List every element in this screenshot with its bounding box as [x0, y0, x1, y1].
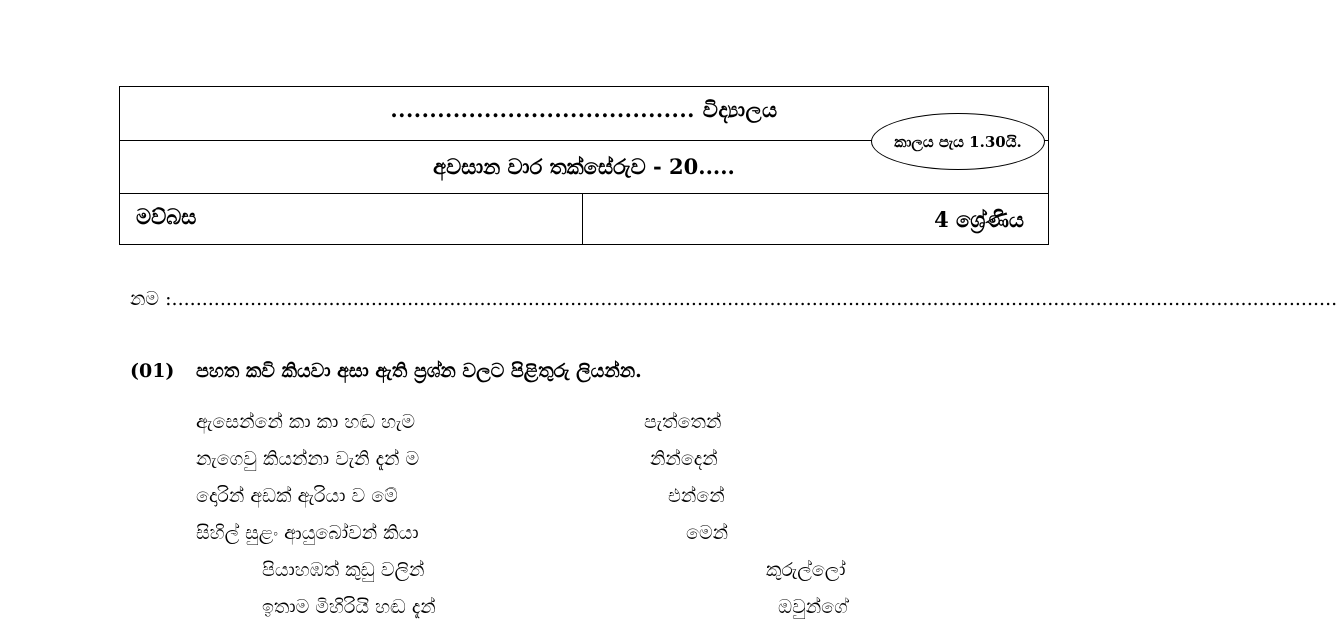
question-number: (01): [130, 360, 175, 382]
poem-line-right: එන්නේ: [668, 485, 725, 507]
header-table: [119, 86, 1049, 245]
poem-line-left: ඇසෙන්නේ කා කා හඬ හැම: [196, 411, 416, 433]
school-name: ....................................... විද්‍යාලය: [390, 97, 778, 122]
question-text: පහත කවි කියවා අසා ඇති ප්‍රශ්න වලට පිළිතුරු ලියන්න.: [196, 360, 642, 382]
poem-line-right: නින්දෙන්: [650, 448, 718, 470]
name-field: [130, 288, 1337, 310]
time-oval: [871, 113, 1045, 170]
name-label: නම :: [130, 288, 172, 310]
name-dots: .................................................................................................................................................................................................: [171, 288, 1337, 310]
subject-label: මව්බස: [136, 204, 197, 229]
grade-label: 4 ශ්‍රේණිය: [934, 207, 1024, 232]
subject-grade-row: [120, 194, 1048, 244]
poem-line-left: නැගෙවු කියන්නා වැනි දැන් ම: [196, 448, 420, 470]
poem-line-right: මෙන්: [686, 522, 729, 544]
poem-line-right: කුරුල්ලෝ: [766, 559, 846, 581]
poem-line-left: සිහිල් සුළං ආයුබෝවන් කියා: [196, 522, 419, 544]
poem-line-left: ඉතාම මිහිරියි හඬ දැන්: [262, 596, 436, 618]
exam-title: අවසාන වාර තක්සේරුව - 20.....: [433, 154, 735, 179]
poem-line-left: පියාහඹත් කුඩු වලින්: [262, 559, 425, 581]
poem-line-right: පැත්තෙන්: [644, 411, 722, 433]
poem-line-right: ඔවුන්ගේ: [778, 596, 848, 618]
time-label: කාලය පැය 1.30යි.: [894, 132, 1022, 151]
poem-line-left: දොරින් අඩක් ඇරියා ව මේ: [196, 485, 398, 507]
column-divider: [582, 194, 583, 244]
